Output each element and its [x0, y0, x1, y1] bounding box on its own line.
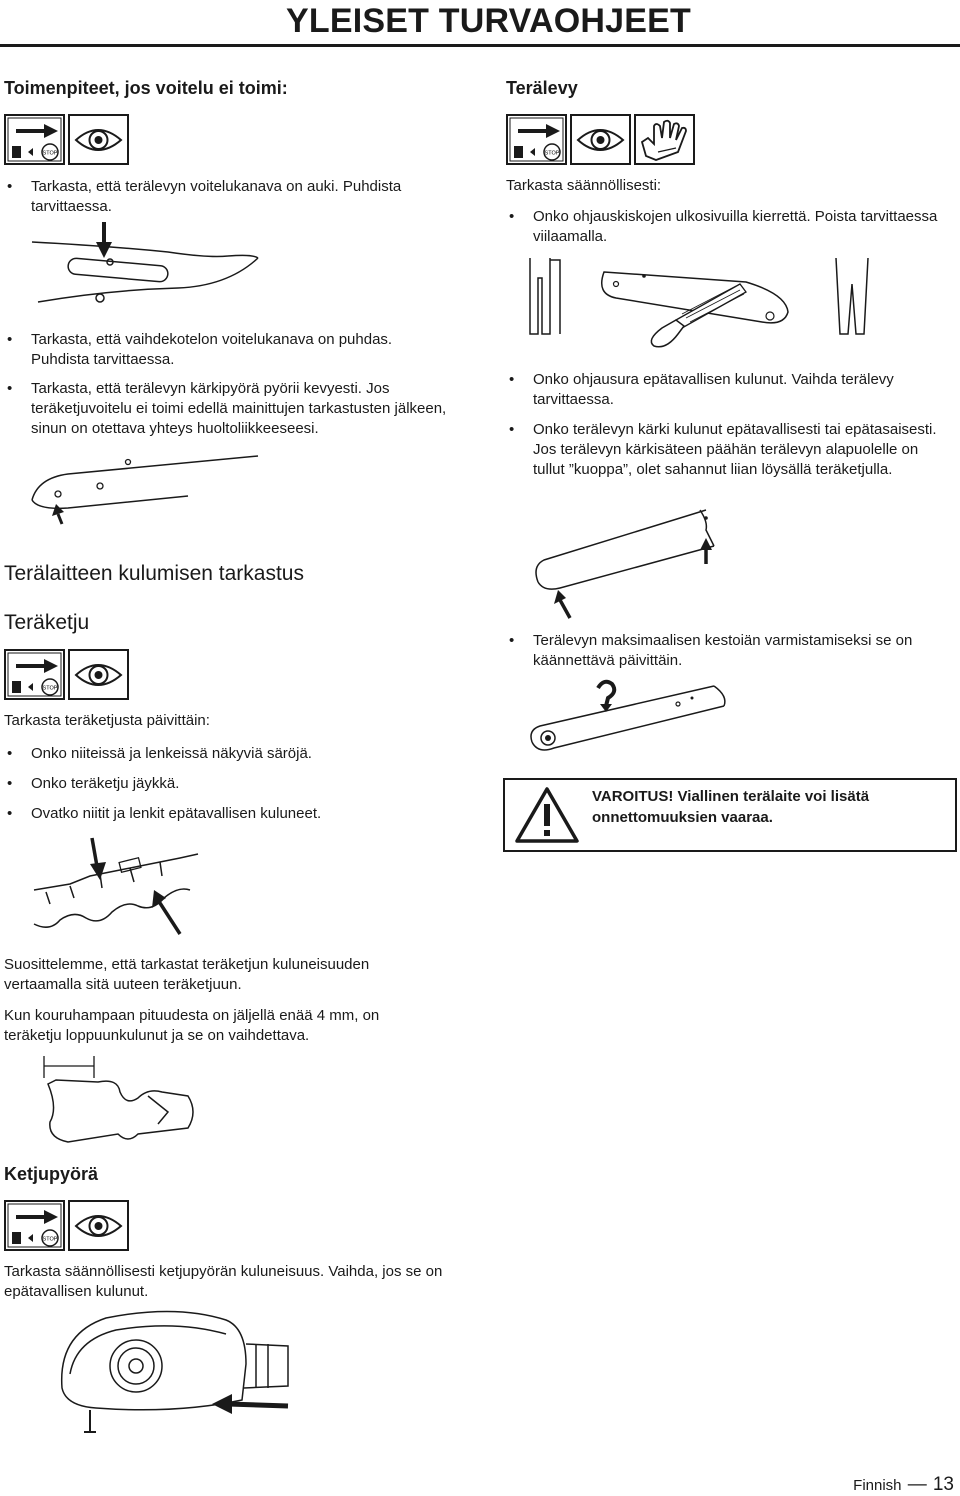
chain-paragraph-2: Kun kouruhampaan pituudesta on jäljellä enää 4 mm, on teräketju loppuunkulunut ja se on vaihdettava.	[4, 1007, 380, 1044]
icon-row-chain	[4, 649, 132, 700]
icon-row-sprocket	[4, 1200, 132, 1251]
bar-oil-channel-illustration	[28, 218, 268, 318]
cutter-tooth-illustration	[38, 1052, 208, 1152]
stop-engine-icon	[4, 1200, 65, 1251]
sprocket-text: Tarkasta säännöllisesti ketjupyörän kuluneisuus. Vaihda, jos se on epätavallisen kulunut.	[4, 1263, 443, 1300]
svg-text:STOP: STOP	[42, 685, 58, 692]
page-title: YLEISET TURVAOHJEET	[286, 2, 691, 40]
saw-chain-illustration	[30, 832, 210, 944]
footer-separator: —	[907, 1474, 927, 1495]
svg-text:STOP: STOP	[42, 1236, 58, 1243]
header-rule	[0, 44, 960, 47]
page-number: 13	[932, 1474, 954, 1495]
bar-bullets-2	[506, 370, 946, 480]
page-footer	[853, 1474, 954, 1496]
list-item: • Onko ohjauskiskojen ulkosivuilla kierrettä. Poista tarvittaessa viilaamalla.	[506, 207, 946, 247]
list-item: • Onko teräketju jäykkä.	[4, 774, 454, 794]
eye-inspect-icon	[68, 649, 129, 700]
svg-text:STOP: STOP	[544, 150, 560, 157]
chain-intro: Tarkasta teräketjusta päivittäin:	[4, 712, 210, 729]
oil-bullets-1	[4, 177, 454, 217]
icon-row-bar	[506, 114, 698, 165]
list-item: • Onko niiteissä ja lenkeissä näkyviä säröjä.	[4, 744, 454, 764]
warning-text: VAROITUS! Viallinen terälaite voi lisätä onnettomuuksien vaaraa.	[592, 788, 870, 826]
oil-bullets-2	[4, 330, 454, 439]
bar-heading: Terälevy	[506, 78, 578, 98]
icon-row-oil	[4, 114, 132, 165]
warning-triangle-icon	[514, 786, 580, 844]
oil-heading: Toimenpiteet, jos voitelu ei toimi:	[4, 78, 288, 98]
bar-flip-illustration	[528, 676, 728, 756]
sprocket-heading: Ketjupyörä	[4, 1164, 99, 1184]
list-item: • Tarkasta, että terälevyn voitelukanava on auki. Puhdista tarvittaessa.	[4, 177, 454, 217]
eye-inspect-icon	[68, 114, 129, 165]
stop-engine-icon	[4, 114, 65, 165]
stop-engine-icon	[506, 114, 567, 165]
list-item: • Ovatko niitit ja lenkit epätavallisen kuluneet.	[4, 804, 454, 824]
bar-rail-filing-illustration	[526, 254, 876, 354]
bar-intro: Tarkasta säännöllisesti:	[506, 177, 662, 194]
eye-inspect-icon	[68, 1200, 129, 1251]
list-item: • Terälevyn maksimaalisen kestoiän varmistamiseksi se on käännettävä päivittäin.	[506, 631, 956, 671]
bar-tip-sprocket-illustration	[28, 448, 268, 528]
sprocket-housing-illustration	[56, 1304, 296, 1438]
list-item: • Tarkasta, että vaihdekotelon voitelukanava on puhdas. Puhdista tarvittaessa.	[4, 330, 454, 370]
eye-inspect-icon	[570, 114, 631, 165]
list-item: • Onko terälevyn kärki kulunut epätavallisesti tai epätasaisesti. Jos terälevyn kärkisäteen päähän terälevyn alapuolelle on tullut ”kuoppa”, olet sahannut liian löysällä teräketjulla.	[506, 420, 946, 480]
stop-engine-icon	[4, 649, 65, 700]
chain-paragraph-1: Suosittelemme, että tarkastat teräketjun kuluneisuuden vertaamalla sitä uuteen teräketjuun.	[4, 956, 370, 993]
list-item: • Onko ohjausura epätavallisen kulunut. Vaihda terälevy tarvittaessa.	[506, 370, 946, 410]
list-item: • Tarkasta, että terälevyn kärkipyörä pyörii kevyesti. Jos teräketjuvoitelu ei toimi edellä mainittujen tarkastusten jälkeen, sinun on otettava yhteys huoltoliikkeeseesi.	[4, 379, 454, 439]
bar-bullets-3	[506, 631, 956, 671]
bar-bullets-1	[506, 207, 946, 247]
chain-heading: Teräketju	[4, 611, 90, 634]
footer-language: Finnish	[853, 1477, 902, 1494]
wear-heading: Terälaitteen kulumisen tarkastus	[4, 562, 304, 585]
chain-bullets	[4, 744, 454, 824]
bar-tip-wear-illustration	[530, 506, 730, 618]
glove-icon	[634, 114, 695, 165]
svg-text:STOP: STOP	[42, 150, 58, 157]
